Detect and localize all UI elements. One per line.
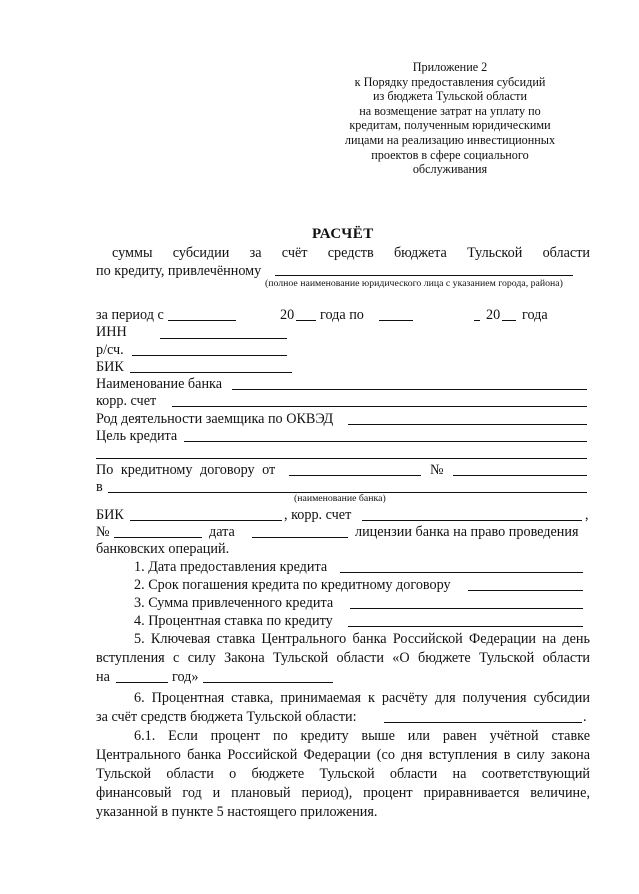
appendix-line: из бюджета Тульской области: [372, 89, 528, 104]
item-4-label: 4. Процентная ставка по кредиту: [134, 613, 333, 629]
period-year-1: 20: [280, 307, 295, 323]
purpose-label: Цель кредита: [96, 428, 178, 444]
company-name-hint: (полное наименование юридического лица с указанием города, района): [265, 278, 563, 289]
license-no-label: №: [96, 524, 110, 540]
contract-in-label: в: [96, 479, 103, 495]
item-1-label: 1. Дата предоставления кредита: [134, 559, 328, 575]
item-5-line-2: вступления с силу Закона Тульской области «О бюджете Тульской области: [96, 650, 590, 666]
appendix-line: проектов в сфере социального: [371, 147, 529, 162]
item-5-na: на: [96, 669, 110, 685]
bik-field[interactable]: [130, 372, 292, 373]
banking-operations: банковских операций.: [96, 541, 230, 557]
license-label: лицензии банка на право проведения: [355, 524, 579, 540]
contract-label: По кредитному договору от: [96, 462, 276, 478]
rs-label: р/сч.: [96, 342, 124, 358]
period-year-2: 20: [486, 307, 501, 323]
contract-comma: ,: [585, 507, 589, 523]
purpose-field-line-2[interactable]: [96, 458, 587, 459]
item-6-period: .: [583, 709, 587, 725]
inn-field[interactable]: [160, 338, 287, 339]
corr-label: корр. счет: [96, 393, 157, 409]
item-6-1-line-5: указанной в пункте 5 настоящего приложения.: [96, 804, 378, 820]
period-year-word: года: [522, 307, 548, 323]
period-start-field[interactable]: [168, 320, 236, 321]
license-date-field[interactable]: [252, 537, 348, 538]
item-3-field[interactable]: [350, 608, 583, 609]
item-6-line-1: 6. Процентная ставка, принимаемая к расчёту для получения субсидии: [134, 690, 590, 706]
bank-name-label: Наименование банка: [96, 376, 223, 392]
item-2-label: 2. Срок погашения кредита по кредитному договору: [134, 577, 451, 593]
contract-date-field[interactable]: [289, 475, 421, 476]
appendix-line: Приложение 2: [412, 60, 488, 74]
item-5-year-field[interactable]: [116, 682, 168, 683]
item-5-rate-field[interactable]: [203, 682, 333, 683]
bank-hint: (наименование банка): [294, 493, 386, 504]
period-end-field[interactable]: [379, 320, 413, 321]
rs-field[interactable]: [132, 355, 287, 356]
contract-number-field[interactable]: [453, 475, 587, 476]
item-6-1-line-4: финансовый год и плановый период), процент приравнивается величине,: [96, 785, 590, 801]
inn-label: ИНН: [96, 324, 127, 340]
appendix-header: [320, 60, 580, 177]
contract-corr-label: , корр. счет: [284, 507, 352, 523]
contract-bik-field[interactable]: [130, 520, 282, 521]
okved-field[interactable]: [348, 424, 587, 425]
license-number-field[interactable]: [114, 537, 202, 538]
item-5-year-word: год»: [172, 669, 199, 685]
item-6-rate-field[interactable]: [384, 722, 582, 723]
purpose-field[interactable]: [184, 441, 587, 442]
appendix-line: на возмещение затрат на уплату по: [359, 103, 541, 118]
appendix-line: кредитам, полученным юридическими: [349, 118, 551, 133]
period-year-2-field[interactable]: [502, 320, 516, 321]
period-to-label: года по: [320, 307, 364, 323]
period-end-day-field[interactable]: [474, 320, 480, 321]
contract-corr-field[interactable]: [362, 520, 582, 521]
item-1-field[interactable]: [340, 572, 583, 573]
intro-line-1: суммы субсидии за счёт средств бюджета Тульской области: [112, 245, 590, 261]
intro-line-2: по кредиту, привлечённому: [96, 263, 262, 279]
document-title: РАСЧЁТ: [312, 226, 374, 242]
period-year-1-field[interactable]: [296, 320, 316, 321]
contract-no-label: №: [430, 462, 444, 478]
item-2-field[interactable]: [468, 590, 583, 591]
item-3-label: 3. Сумма привлеченного кредита: [134, 595, 334, 611]
item-6-1-line-1: 6.1. Если процент по кредиту выше или равен учётной ставке: [134, 728, 590, 744]
corr-field[interactable]: [172, 406, 587, 407]
item-5-line-1: 5. Ключевая ставка Центрального банка Российской Федерации на день: [134, 631, 590, 647]
item-6-line-2: за счёт средств бюджета Тульской области:: [96, 709, 357, 725]
bank-name-field[interactable]: [232, 389, 587, 390]
appendix-line: лицами на реализацию инвестиционных: [344, 132, 556, 147]
bik-label: БИК: [96, 359, 124, 375]
license-date-label: дата: [209, 524, 235, 540]
appendix-line: обслуживания: [412, 162, 488, 177]
period-label: за период с: [96, 307, 164, 323]
item-6-1-line-3: Тульской области о бюджете Тульской области на соответствующий: [96, 766, 590, 782]
appendix-line: к Порядку предоставления субсидий: [354, 74, 546, 89]
contract-bik-label: БИК: [96, 507, 124, 523]
item-6-1-line-2: Центрального банка Российской Федерации (со дня вступления в силу закона: [96, 747, 590, 763]
item-4-field[interactable]: [348, 626, 583, 627]
company-name-field[interactable]: [275, 275, 573, 276]
okved-label: Род деятельности заемщика по ОКВЭД: [96, 411, 334, 427]
